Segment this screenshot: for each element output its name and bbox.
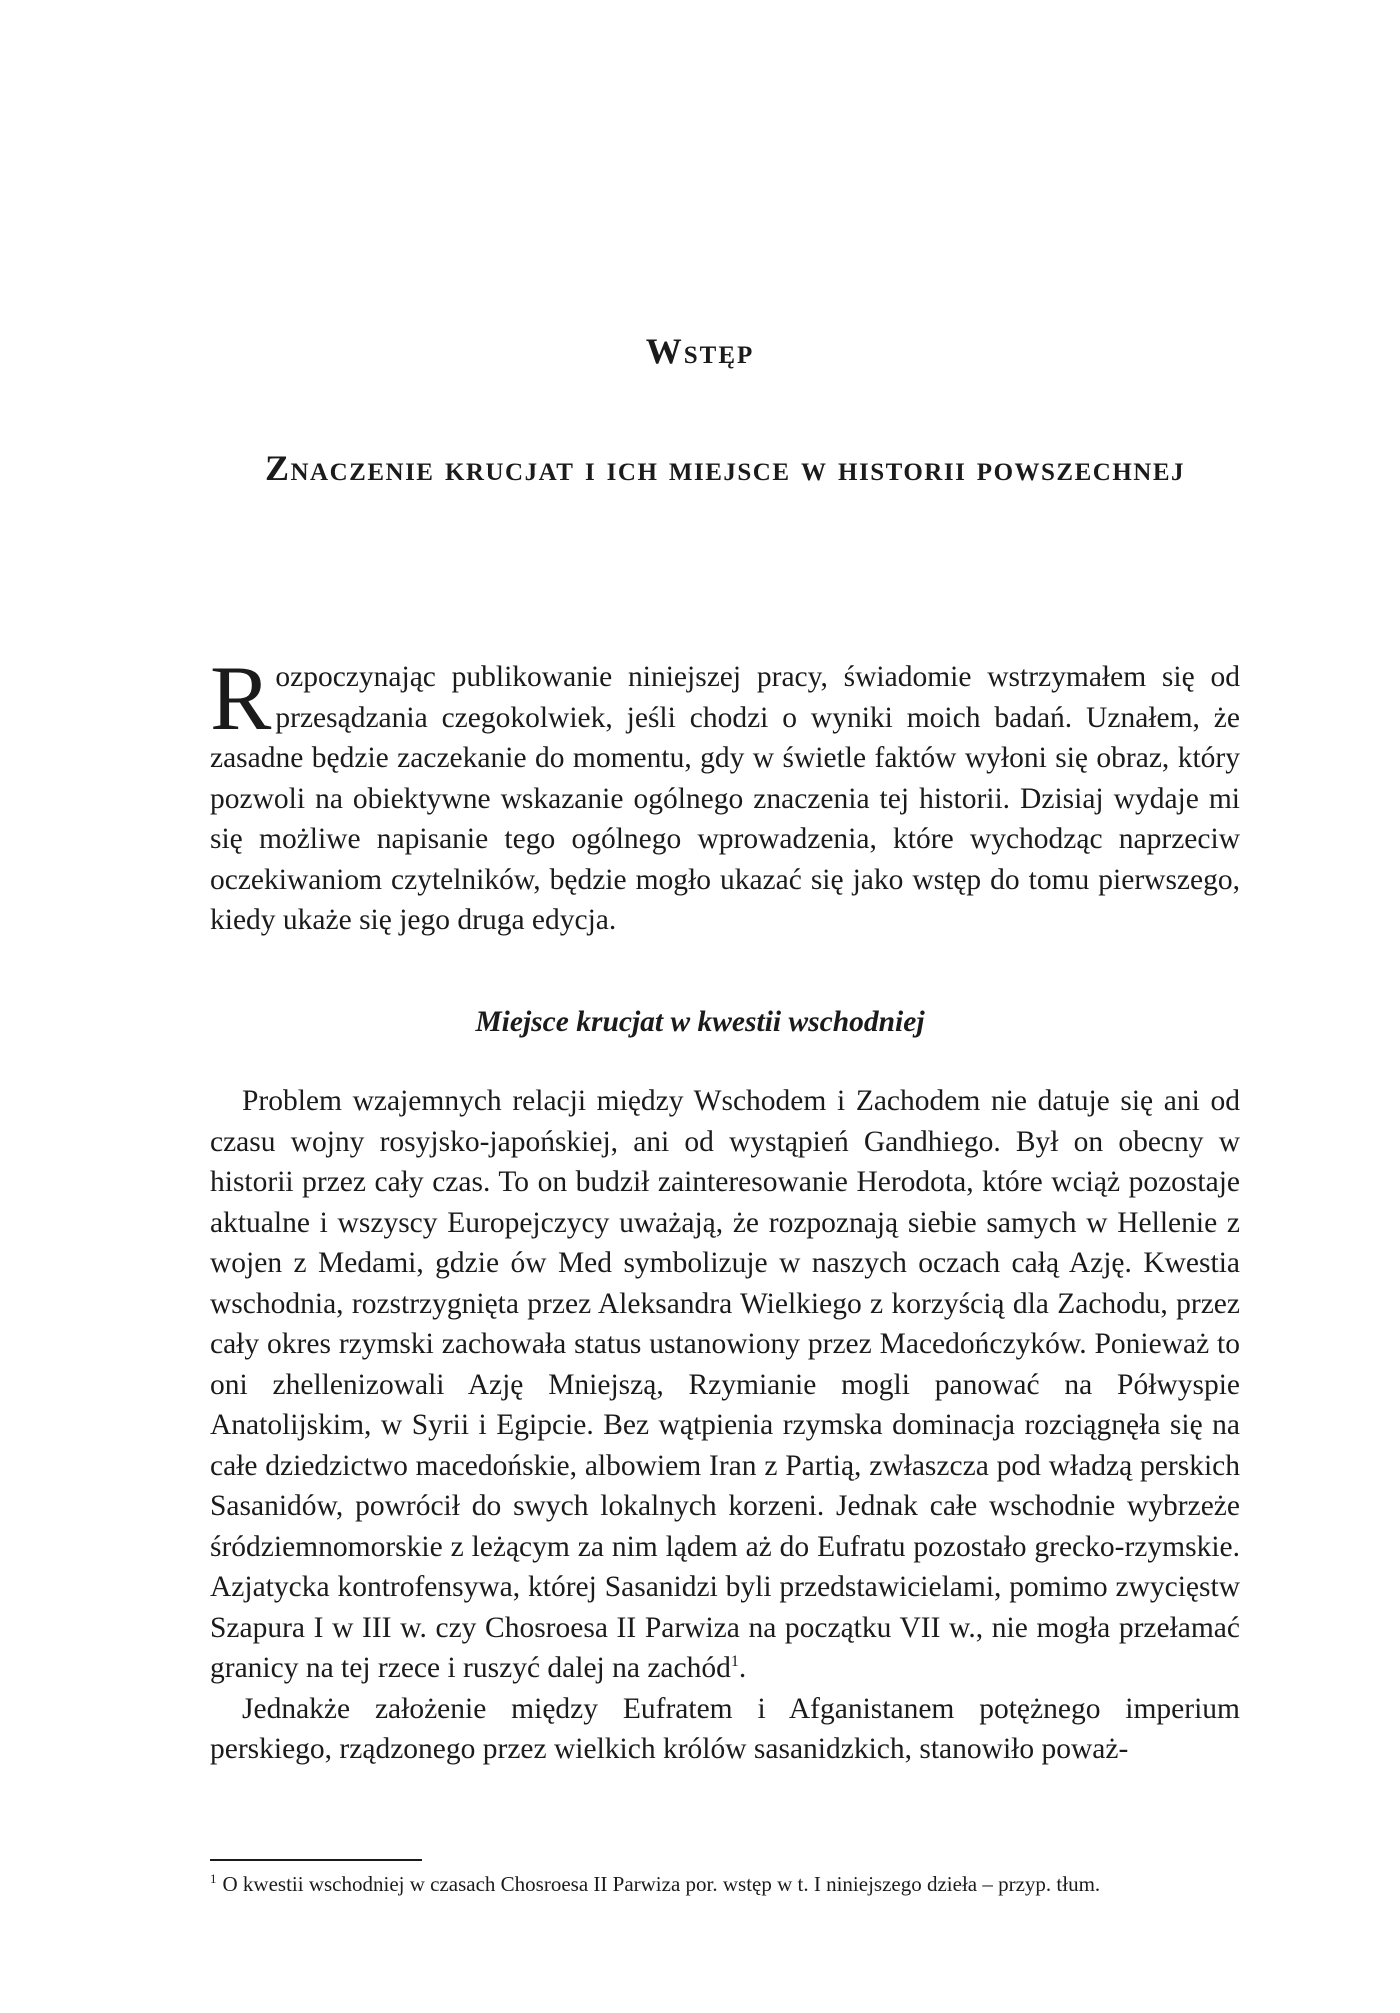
footnote-reference[interactable]: 1 [730, 1653, 739, 1671]
section-body [210, 1081, 1240, 1770]
chapter-subtitle: Znaczenie krucjat i ich miejsce w historii powszechnej [264, 448, 1185, 488]
chapter-title: Wstęp [645, 331, 755, 371]
footnote-divider [210, 1859, 422, 1861]
intro-text: ozpoczynając publikowanie niniejszej pracy, świadomie wstrzymałem się od przesądzania czegokolwiek, jeśli chodzi o wyniki moich badań. Uznałem, że zasadne będzie zaczekanie do momentu, gdy w świetle faktów wyłoni się obraz, który pozwoli na obiektywne wskazanie ogólnego znaczenia tej historii. Dzisiaj wydaje mi się możliwe napisanie tego ogólnego wprowadzenia, które wychodząc naprzeciw oczekiwaniom czytelników, będzie mogło ukazać się jako wstęp do tomu pierwszego, kiedy ukaże się jego druga edycja. [210, 661, 1240, 936]
paragraph-end: . [738, 1652, 747, 1684]
footnote-text: O kwestii wschodniej w czasach Chosroesa II Parwiza por. wstęp w t. I niniejszego dzieła – przyp. tłum. [222, 1872, 1101, 1896]
drop-cap: R [210, 647, 272, 749]
section-title: Miejsce krucjat w kwestii wschodniej [475, 1006, 925, 1038]
body-paragraph [210, 1689, 1240, 1770]
paragraph-text: Jednakże założenie między Eufratem i Afganistanem potężnego imperium perskiego, rządzonego przez wielkich królów sasanidzkich, stanowiło poważ- [210, 1692, 1240, 1765]
intro-paragraph [210, 647, 1240, 941]
footnote [210, 1870, 1240, 1899]
footnote-mark: 1 [210, 1871, 217, 1886]
paragraph-text: Problem wzajemnych relacji między Wschodem i Zachodem nie datuje się ani od czasu wojny rosyjsko-japońskiej, ani od wystąpień Gandhiego. Był on obecny w historii przez cały czas. To on budził zainteresowanie Herodota, które wciąż pozostaje aktualne i wszyscy Europejczycy uważają, że rozpoznają siebie samych w Hellenie z wojen z Medami, gdzie ów Med symbolizuje w naszych oczach całą Azję. Kwestia wschodnia, rozstrzygnięta przez Aleksandra Wielkiego z korzyścią dla Zachodu, przez cały okres rzymski zachowała status ustanowiony przez Macedończyków. Ponieważ to oni zhellenizowali Azję Mniejszą, Rzymianie mogli panować na Półwyspie Anatolijskim, w Syrii i Egipcie. Bez wątpienia rzymska dominacja rozciągnęła się na całe dziedzictwo macedońskie, albowiem Iran z Partią, zwłaszcza pod władzą perskich Sasanidów, powrócił do swych lokalnych korzeni. Jednak całe wschodnie wybrzeże śródziemnomorskie z leżącym za nim lądem aż do Eufratu pozostało grecko-rzymskie. Azjatycka kontrofensywa, której Sasanidzi byli przedstawicielami, pomimo zwycięstw Szapura I w III w. czy Chosroesa II Parwiza na początku VII w., nie mogła przełamać granicy na tej rzece i ruszyć dalej na zachód [210, 1085, 1240, 1684]
body-paragraph [210, 1081, 1240, 1689]
